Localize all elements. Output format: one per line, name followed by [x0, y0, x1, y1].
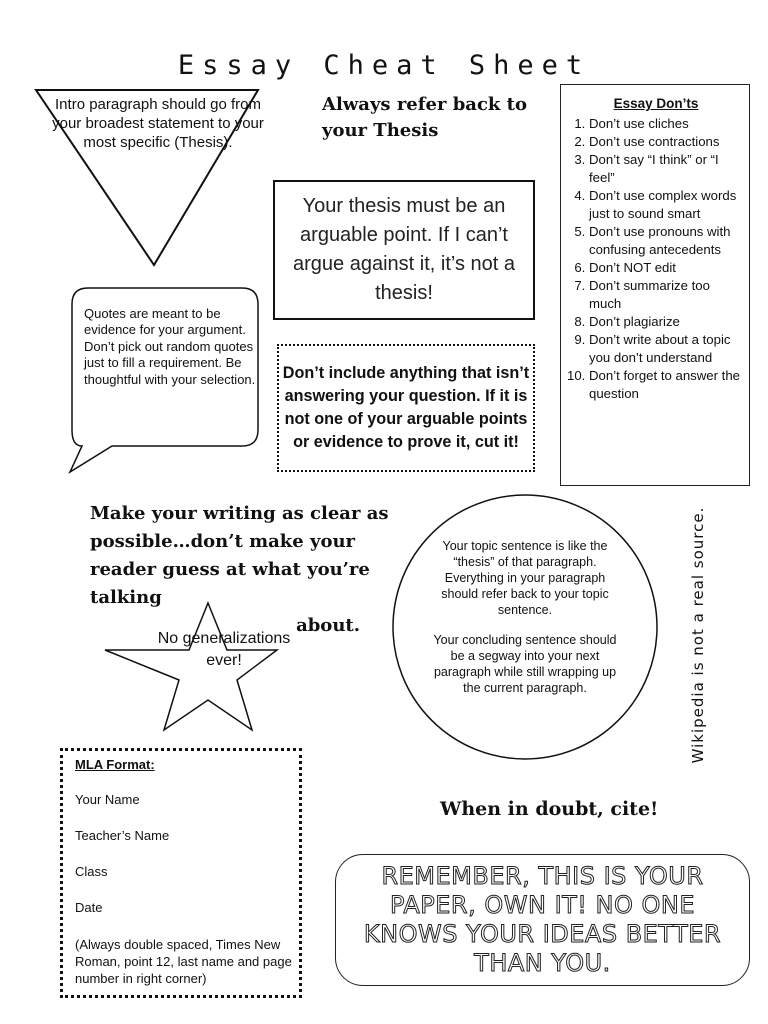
topic-sentence-paragraph: Your topic sentence is like the “thesis” of that paragraph. Everything in your paragraph should refer back to your topic sentence.: [441, 539, 609, 617]
dont-item: 6. Don’t NOT edit: [589, 259, 743, 277]
mla-note: (Always double spaced, Times New Roman, point 12, last name and page number in right corner): [75, 937, 292, 986]
thesis-box-text: Your thesis must be an arguable point. If I can’t argue against it, it’s not a thesis!: [293, 195, 515, 304]
essay-donts-list: [569, 115, 743, 403]
remember-box: [335, 854, 750, 986]
essay-donts-heading: Essay Don’ts: [613, 96, 699, 111]
page-title: Essay Cheat Sheet: [177, 50, 591, 81]
dont-item: 10. Don’t forget to answer the question: [589, 367, 743, 403]
wikipedia-note-text: Wikipedia is not a real source.: [689, 506, 707, 764]
clear-writing-text: Make your writing as clear as possible…don’t make your reader guess at what you’re talking: [90, 503, 389, 608]
wikipedia-note: [688, 506, 708, 764]
clear-writing-last: about.: [296, 615, 360, 636]
star-text: No generalizations ever!: [157, 630, 291, 669]
mla-item: Date: [75, 900, 103, 915]
essay-donts-box: [560, 84, 750, 486]
include-box: [277, 344, 535, 472]
concluding-sentence-paragraph: Your concluding sentence should be a segway into your next paragraph while still wrapping up the current paragraph.: [433, 633, 617, 695]
include-box-text: Don’t include anything that isn’t answering your question. If it is not one of your arguable points or evidence to prove it, cut it!: [282, 364, 530, 451]
dont-item: 2. Don’t use contractions: [589, 133, 743, 151]
dont-item: 1. Don’t use cliches: [589, 115, 743, 133]
mla-heading: MLA Format:: [75, 757, 155, 772]
dont-item: 5. Don’t use pronouns with confusing antecedents: [589, 223, 743, 259]
mla-item: Teacher’s Name: [75, 828, 170, 843]
cite-note: When in doubt, cite!: [440, 798, 659, 820]
thesis-box: [273, 180, 535, 320]
mla-item: Your Name: [75, 792, 140, 807]
dont-item: 3. Don’t say “I think” or “I feel”: [589, 151, 743, 187]
clear-writing-note: [90, 500, 390, 640]
dont-item: 7. Don’t summarize too much: [589, 277, 743, 313]
dont-item: 4. Don’t use complex words just to sound smart: [589, 187, 743, 223]
remember-box-text: REMEMBER, THIS IS YOUR PAPER, OWN IT! NO ONE KNOWS YOUR IDEAS BETTER THAN YOU.: [363, 862, 722, 977]
mla-format-box: [60, 748, 302, 998]
dont-item: 8. Don’t plagiarize: [589, 313, 743, 331]
quotes-bubble-text: Quotes are meant to be evidence for your argument. Don’t pick out random quotes just to fill a requirement. Be thoughtful with your selection.: [84, 306, 256, 387]
thesis-reminder: Always refer back to your Thesis: [322, 94, 527, 141]
intro-triangle-text: Intro paragraph should go from your broadest statement to your most specific (Thesis).: [52, 96, 264, 151]
dont-item: 9. Don’t write about a topic you don’t understand: [589, 331, 743, 367]
mla-item: Class: [75, 864, 108, 879]
topic-circle-text: [428, 538, 622, 710]
